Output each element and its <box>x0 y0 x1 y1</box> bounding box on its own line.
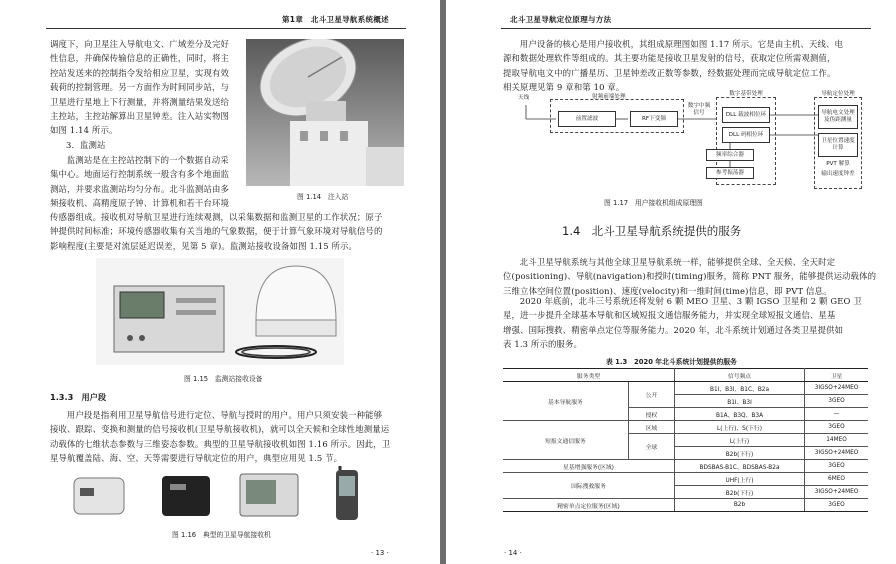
injection-station-photo <box>246 39 404 186</box>
table-row: 全球 L(上行) 14MEO <box>503 434 868 447</box>
running-header: 北斗卫星导航定位原理与方法 <box>510 15 612 24</box>
nav-message-box: 导航电文处理及伪距测量 <box>818 105 858 129</box>
antenna-label: 天线 <box>518 95 530 101</box>
header-rule <box>46 28 406 29</box>
section-heading: 1.4 北斗卫星导航系统提供的服务 <box>562 224 742 238</box>
pvt-label: PVT 解算 <box>826 161 850 167</box>
monitor-station-equipment-photo <box>96 258 344 365</box>
section-heading: 1.3.3 用户段 <box>50 392 107 402</box>
table-row: 基本导航服务 公开 B1I、B3I、B1C、B2a 3IGSO+24MEO <box>503 382 868 395</box>
table-row: 授权 B1A、B3Q、B3A — <box>503 408 868 421</box>
satellite-position-box: 卫星位置速度计算 <box>818 133 858 157</box>
page-number: · 14 · <box>504 549 522 557</box>
services-table <box>503 368 868 512</box>
digital-if-label: 数字中频信号 <box>687 103 711 116</box>
paragraph: 北斗卫星导航系统与其他全球卫星导航系统一样，能够提供全球、全天候、全天时定 位(positioning)、导航(navigation)和授时(timing)服务，简称 PNT 服务，能够提供运动载体的 三维立体空间位置(position)、速度(velocity)和一维时间(time)信息，即 PVT 信息。 <box>503 257 877 296</box>
figure-caption: 图 1.17 用户接收机组成原理图 <box>604 199 703 207</box>
paragraph: 传感器组成。接收机对导航卫星进行连续观测，以采集数据和监测卫星的工作状况；原子 钟提供时间标准；环境传感器收集有关当地的气象数据，便于计算气象环境对导航信号的 影响程度(主要是对流层延迟误差，见第 5 章)。监测站接收设备如图 1.15 所示。 <box>50 212 383 251</box>
rf-downconvert-box: RF下变频 <box>630 111 678 127</box>
pvt-output-label: 输出速度钟差 <box>821 171 855 177</box>
baseband-label: 数字基带处理 <box>729 91 763 97</box>
figure-caption: 图 1.14 注入站 <box>297 193 349 201</box>
paragraph: 用户段是指利用卫星导航信号进行定位、导航与授时的用户。用户只须安装一种能够 接收、跟踪、变换和测量的信号接收机(卫星导航接收机)，就可以全天候和全球性地测量运 动载体的七维状态参数与三维姿态参数。典型的卫星导航接收机如图 1.16 所示。因此，卫 星导航覆盖陆、海、空、天等需要进行导航定位的用户，典型应用见 1.5 节。 <box>50 410 391 464</box>
carrier-loop-box: DLL 载波相位环 <box>722 107 770 123</box>
prefilter-box: 前置滤波 <box>558 111 616 127</box>
receiver-block-diagram <box>518 91 863 191</box>
figure-caption: 图 1.16 典型的卫星导航接收机 <box>172 531 271 539</box>
table-row: 国际搜救服务 UHF(上行) 6MEO <box>503 473 868 486</box>
code-loop-box: DLL 码相位环 <box>722 127 770 143</box>
table-header-row: 服务类型 信号频点 卫星 <box>503 369 868 382</box>
frequency-synthesizer-box: 频率综合器 <box>706 149 754 161</box>
rf-group-label: 射频前端处理 <box>592 94 626 100</box>
reference-oscillator-box: 参考振荡器 <box>706 167 754 179</box>
subsection-heading: 3．监测站 <box>66 140 106 150</box>
table-row: B2b(下行) 3IGSO+24MEO <box>503 447 868 460</box>
right-page <box>446 0 896 564</box>
table-row: 短报文通信服务 区域 L(上行)、S(下行) 3GEO <box>503 421 868 434</box>
paragraph: 调度下，向卫星注入导航电文、广域差分及完好 性信息，并确保传输信息的正确性，同时，将主 控站发送来的控制指令发给相应卫星，实现有效 载荷的控制管理。另一方面作为时间同步站，与 卫星进行星地上下行测量，并将测量结果发送给 主控站，主控站解算出卫星钟差。注入站实物图 如图 1.14 所示。 <box>50 39 230 136</box>
receivers-photo <box>70 466 370 524</box>
table-row: B1I、B3I 3GEO <box>503 395 868 408</box>
paragraph: 2020 年底前，北斗三号系统还将发射 6 颗 MEO 卫星、3 颗 IGSO 卫星和 2 颗 GEO 卫 星，进一步提升全球基本导航和区域短报文通信服务能力，并实现全球短报文通信、星基 增强、国际搜救、精密单点定位等服务能力。2020 年，北斗系统计划通过各类卫星提供如 表 1.3 所示的服务。 <box>503 296 862 350</box>
table-row: B2b(下行) 3IGSO+24MEO <box>503 486 868 499</box>
paragraph: 用户设备的核心是用户接收机，其组成原理图如图 1.17 所示。它是由主机、天线、电 源和数据处理软件等组成的。其主要功能是接收卫星发射的信号，获取定位所需观测值， 提取导航电文中的广播星历、卫星钟差改正数等参数，经数据处理而完成导航定位工作。 相关原理见第 9 章和第 10 章。 <box>503 39 844 93</box>
paragraph: 监测站是在主控站控制下的一个数据自动采 集中心。地面运行控制系统一般含有多个地面监 测站，并要求监测站均匀分布。北斗监测站由多 频接收机、高精度原子钟、计算机和若干台环境 <box>50 155 230 209</box>
header-rule <box>501 28 871 29</box>
left-page <box>0 0 440 564</box>
navigation-label: 导航定位处理 <box>821 91 855 97</box>
table-row: 精密单点定位服务(区域) B2b 3GEO <box>503 499 868 512</box>
figure-caption: 图 1.15 监测站接收设备 <box>184 375 263 383</box>
running-header: 第1章 北斗卫星导航系统概述 <box>282 15 389 24</box>
table-title: 表 1.3 2020 年北斗系统计划提供的服务 <box>606 358 737 366</box>
page-number: · 13 · <box>371 549 389 557</box>
table-row: 星基增强服务(区域) BDSBAS-B1C、BDSBAS-B2a 3GEO <box>503 460 868 473</box>
